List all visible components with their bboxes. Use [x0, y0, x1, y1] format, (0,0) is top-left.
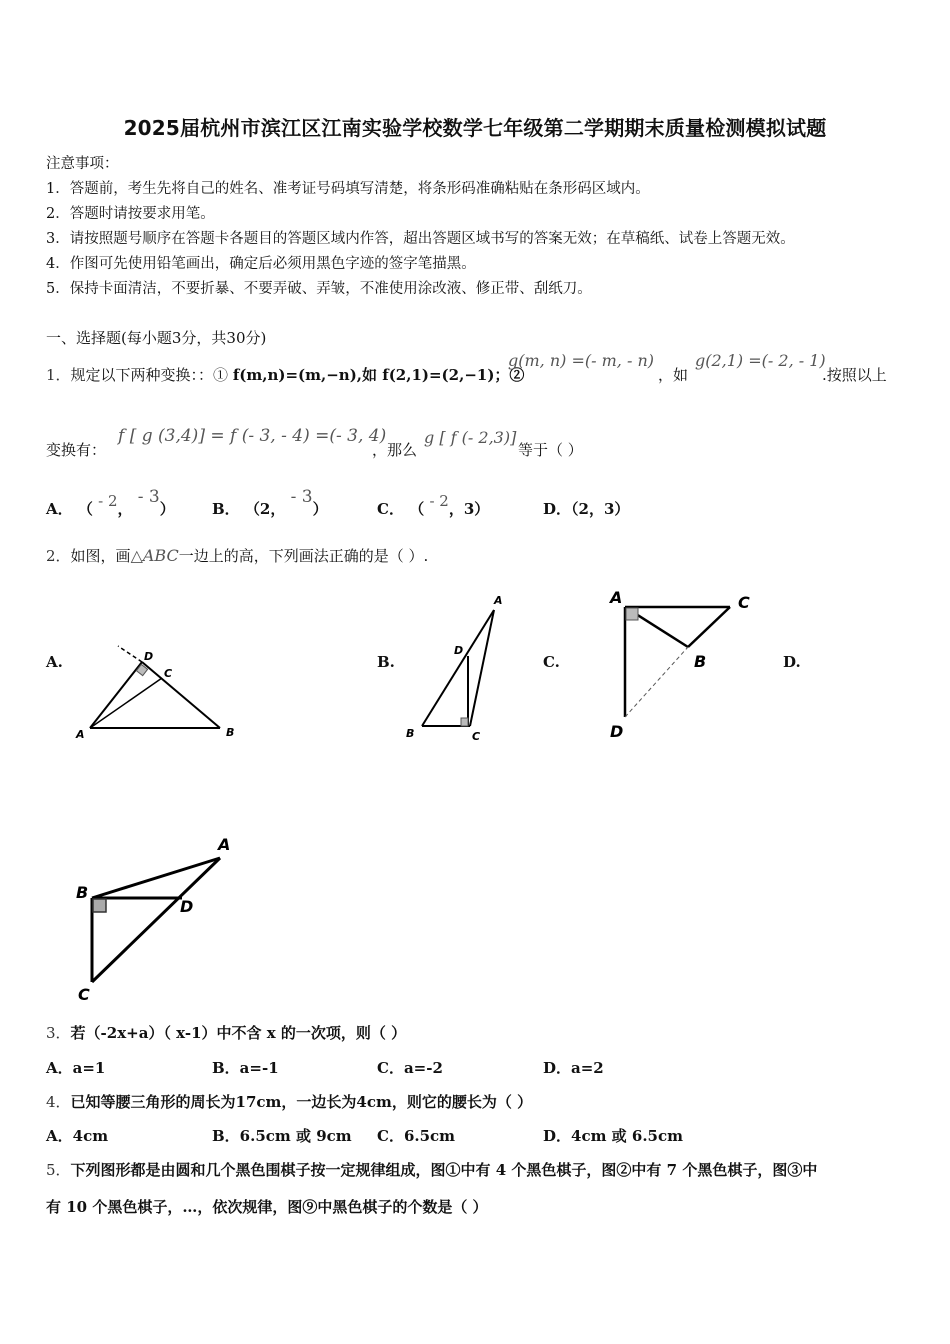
q2-figure-a [70, 640, 250, 750]
q1-g-definition: g(m, n) =(- m, - n) [508, 351, 654, 370]
fig-c-label-d: D [610, 722, 624, 741]
q2-figure-d [70, 830, 250, 1010]
notice-item-1: 1．答题前，考生先将自己的姓名、准考证号码填写清楚，将条形码准确粘贴在条形码区域内。 [46, 181, 650, 197]
q1-line2-b: ，那么 [372, 441, 418, 459]
page-title: 2025届杭州市滨江区江南实验学校数学七年级第二学期期末质量检测模拟试题 [123, 116, 827, 140]
notice-item-2: 2．答题时请按要求用笔。 [46, 206, 215, 222]
q3-option-a[interactable]: A．a=1 [46, 1059, 106, 1077]
q4-option-a[interactable]: A．4cm [46, 1127, 109, 1145]
q5-number: 5． [46, 1161, 71, 1179]
q1-text-b: f(m,n)=(m,−n),如 f(2,1)=(2,−1)；② [232, 366, 525, 384]
q5-text-1: 下列图形都是由圆和几个黑色围棋子按一定规律组成，图①中有 4 个黑色棋子，图②中有 7 个黑色棋子，图③中 [70, 1161, 818, 1179]
fig-c-label-a: A [610, 588, 623, 607]
section-heading: 一、选择题(每小题3分，共30分) [46, 329, 267, 347]
q1-option-a-v1: - 2 [98, 492, 118, 510]
q1-option-a[interactable] [46, 487, 175, 519]
q4-text: 已知等腰三角形的周长为17cm，一边长为4cm，则它的腰长为（ ） [70, 1093, 533, 1111]
q1-text-c: ，如 [658, 366, 689, 384]
q1-number: 1． [46, 366, 71, 384]
q1-text-d: .按照以上 [822, 366, 887, 384]
q1-option-b-open: （2， [244, 500, 286, 518]
q2-line [46, 545, 428, 566]
q1-text-a: 规定以下两种变换：：① [70, 366, 233, 384]
fig-b-label-c: C [472, 730, 481, 743]
q2-triangle: △ABC [130, 546, 179, 565]
q5-line1 [46, 1159, 817, 1180]
q1-line2-a: 变换有： [46, 441, 107, 459]
q5-line2: 有 10 个黑色棋子，…，依次规律，图⑨中黑色棋子的个数是（ ） [46, 1198, 488, 1216]
fig-a-label-a: A [76, 728, 85, 741]
q2-option-b-label[interactable]: B. [377, 653, 395, 671]
q3-text: 若（-2x+a）（ x-1）中不含 x 的一次项，则（ ） [70, 1024, 407, 1042]
q1-option-a-label: A． [46, 500, 73, 518]
q2-option-a-label[interactable]: A. [46, 653, 63, 671]
q1-option-b-close: ） [312, 500, 328, 518]
fig-a-label-b: B [226, 726, 235, 739]
q4-option-c[interactable]: C．6.5cm [377, 1127, 456, 1145]
q4-option-b[interactable]: B．6.5cm 或 9cm [212, 1127, 352, 1145]
q1-line2-c: 等于（ ） [518, 441, 583, 459]
fig-b-label-d: D [454, 644, 464, 657]
q1-option-a-sep: ， [117, 500, 133, 518]
fig-a-label-c: C [164, 667, 173, 680]
q1-option-c-v1: - 2 [429, 492, 449, 510]
q2-figure-b [400, 588, 520, 748]
fig-d-label-a: A [218, 835, 231, 854]
fig-b-label-a: A [494, 594, 503, 607]
q1-g-example: g(2,1) =(- 2, - 1) [695, 351, 826, 370]
q2-number: 2． [46, 547, 71, 565]
q4-number: 4． [46, 1093, 71, 1111]
q2-text-a: 如图，画 [70, 547, 131, 565]
q2-option-d-label[interactable]: D. [783, 653, 801, 671]
fig-c-label-c: C [738, 593, 750, 612]
notice-heading: 注意事项： [46, 156, 119, 172]
q1-option-d[interactable] [543, 498, 629, 519]
q1-expression-1: f [ g (3,4)] = f (- 3, - 4) =(- 3, 4) [118, 426, 387, 446]
q3-number: 3． [46, 1024, 71, 1042]
q1-option-a-open: （ [77, 500, 93, 518]
q3-option-b[interactable]: B．a=-1 [212, 1059, 279, 1077]
q4-option-d[interactable]: D．4cm 或 6.5cm [543, 1127, 683, 1145]
q2-text-b: 一边上的高，下列画法正确的是（ ）. [178, 547, 429, 565]
q1-option-b-label: B． [212, 500, 240, 518]
notice-item-3: 3．请按照题号顺序在答题卡各题目的答题区域内作答，超出答题区域书写的答案无效；在草稿纸、试卷上答题无效。 [46, 231, 795, 247]
q2-option-c-label[interactable]: C. [543, 653, 560, 671]
q2-figure-c [600, 585, 760, 745]
q1-option-c-label: C． [377, 500, 404, 518]
fig-a-label-d: D [144, 650, 154, 663]
q1-option-a-v2: - 3 [137, 487, 160, 507]
q1-option-c-open: （ [409, 500, 425, 518]
q3-line [46, 1022, 406, 1043]
q1-option-d-text: （2，3） [571, 500, 630, 518]
fig-b-label-b: B [406, 727, 415, 740]
fig-d-label-c: C [78, 985, 90, 1004]
q1-option-b[interactable] [212, 487, 328, 519]
notice-item-4: 4．作图可先使用铅笔画出，确定后必须用黑色字迹的签字笔描黑。 [46, 256, 476, 272]
q3-option-c[interactable]: C．a=-2 [377, 1059, 443, 1077]
notice-item-5: 5．保持卡面清洁，不要折暴、不要弄破、弄皱，不准使用涂改液、修正带、刮纸刀。 [46, 281, 592, 297]
q1-option-c-close: ，3） [448, 500, 490, 518]
q1-line1 [46, 364, 524, 385]
fig-c-label-b: B [694, 652, 707, 671]
q1-option-c[interactable] [377, 492, 490, 519]
q1-expression-2: g [ f (- 2,3)] [424, 428, 517, 447]
q1-option-d-label: D． [543, 500, 572, 518]
fig-d-label-d: D [180, 897, 194, 916]
q1-option-a-close: ） [159, 500, 175, 518]
q3-option-d[interactable]: D．a=2 [543, 1059, 604, 1077]
q1-option-b-v2: - 3 [290, 487, 313, 507]
fig-d-label-b: B [76, 883, 89, 902]
q4-line [46, 1091, 532, 1112]
